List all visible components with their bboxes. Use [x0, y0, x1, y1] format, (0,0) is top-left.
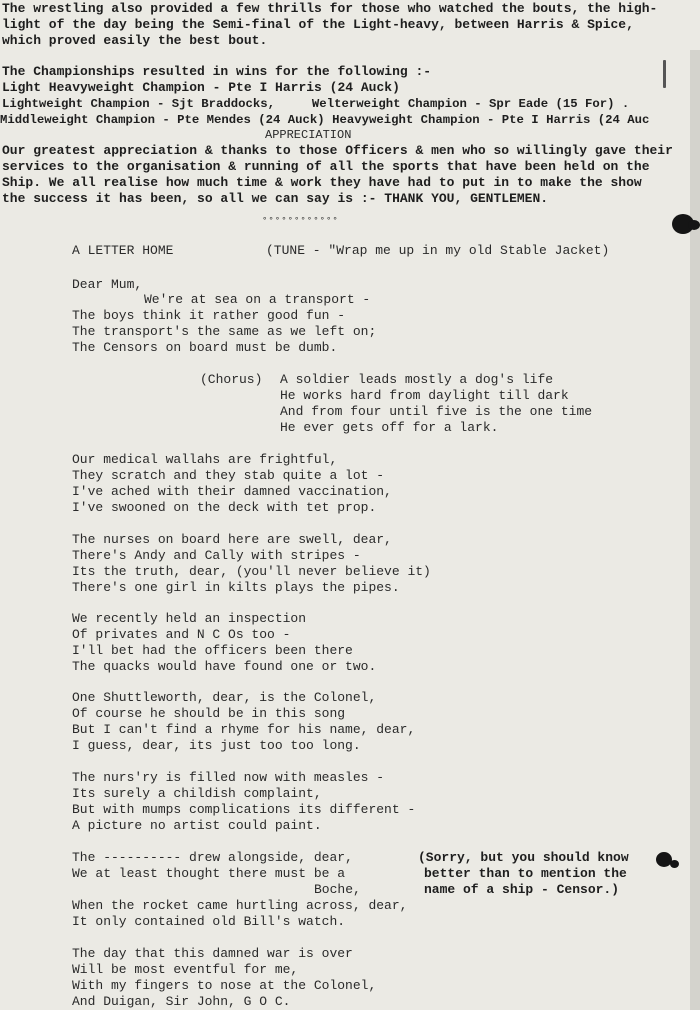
appreciation-line-2: services to the organisation & running of all the sports that have been held on the [2, 159, 650, 174]
verse-7-line-1: The ---------- drew alongside, dear, [72, 850, 353, 865]
censor-note-line-2: better than to mention the [424, 866, 627, 881]
page-edge-shadow [690, 50, 700, 1010]
verse-5-line-3: But I can't find a rhyme for his name, dear, [72, 722, 416, 737]
championships-line-1: Light Heavyweight Champion - Pte I Harris (24 Auck) [2, 80, 400, 95]
verse-8-line-3: With my fingers to nose at the Colonel, [72, 978, 377, 993]
ink-blot [670, 860, 679, 868]
verse-5-line-4: I guess, dear, its just too too long. [72, 738, 361, 753]
verse-3-line-1: The nurses on board here are swell, dear, [72, 532, 392, 547]
verse-1-line-2: The boys think it rather good fun - [72, 308, 346, 323]
verse-4-line-1: We recently held an inspection [72, 611, 307, 626]
verse-2-line-3: I've ached with their damned vaccination, [72, 484, 392, 499]
intro-line-2: light of the day being the Semi-final of the Light-heavy, between Harris & Spice, [2, 17, 634, 32]
verse-2-line-1: Our medical wallahs are frightful, [72, 452, 338, 467]
poem-title: A LETTER HOME [72, 243, 174, 258]
verse-7-line-4: When the rocket came hurtling across, dear, [72, 898, 408, 913]
censor-note-line-3: name of a ship - Censor.) [424, 882, 620, 897]
verse-7-line-3: Boche, [314, 882, 361, 897]
verse-8-line-4: And Duigan, Sir John, G O C. [72, 994, 291, 1009]
verse-4-line-4: The quacks would have found one or two. [72, 659, 377, 674]
ink-blot [688, 220, 700, 230]
verse-3-line-4: There's one girl in kilts plays the pipes. [72, 580, 400, 595]
appreciation-line-1: Our greatest appreciation & thanks to those Officers & men who so willingly gave their [2, 143, 673, 158]
verse-3-line-3: Its the truth, dear, (you'll never believe it) [72, 564, 431, 579]
scan-mark [663, 60, 666, 88]
verse-5-line-2: Of course he should be in this song [72, 706, 346, 721]
verse-4-line-3: I'll bet had the officers been there [72, 643, 353, 658]
verse-7-line-5: It only contained old Bill's watch. [72, 914, 346, 929]
verse-5-line-1: One Shuttleworth, dear, is the Colonel, [72, 690, 377, 705]
appreciation-heading: APPRECIATION [265, 128, 352, 142]
chorus-line-1: A soldier leads mostly a dog's life [280, 372, 554, 387]
poem-tune: (TUNE - "Wrap me up in my old Stable Jacket) [266, 243, 610, 258]
championships-line-3: Middleweight Champion - Pte Mendes (24 Auck) Heavyweight Champion - Pte I Harris (24 Auc [0, 113, 650, 127]
appreciation-line-3: Ship. We all realise how much time & work they have had to put in to make the show [2, 175, 642, 190]
verse-6-line-3: But with mumps complications its different - [72, 802, 416, 817]
appreciation-line-4: the success it has been, so all we can say is :- THANK YOU, GENTLEMEN. [2, 191, 549, 206]
verse-6-line-2: Its surely a childish complaint, [72, 786, 322, 801]
verse-6-line-1: The nurs'ry is filled now with measles - [72, 770, 385, 785]
intro-line-1: The wrestling also provided a few thrills for those who watched the bouts, the high- [2, 1, 658, 16]
verse-1-line-4: The Censors on board must be dumb. [72, 340, 338, 355]
verse-3-line-2: There's Andy and Cally with stripes - [72, 548, 361, 563]
verse-8-line-1: The day that this damned war is over [72, 946, 353, 961]
section-divider: °°°°°°°°°°°° [262, 216, 339, 226]
verse-8-line-2: Will be most eventful for me, [72, 962, 299, 977]
verse-1-line-1: We're at sea on a transport - [144, 292, 371, 307]
chorus-line-2: He works hard from daylight till dark [280, 388, 569, 403]
intro-line-3: which proved easily the best bout. [2, 33, 268, 48]
championships-heading: The Championships resulted in wins for the following :- [2, 64, 432, 79]
verse-1-line-3: The transport's the same as we left on; [72, 324, 377, 339]
censor-note-line-1: (Sorry, but you should know [418, 850, 629, 865]
verse-4-line-2: Of privates and N C Os too - [72, 627, 291, 642]
verse-2-line-2: They scratch and they stab quite a lot - [72, 468, 385, 483]
chorus-line-3: And from four until five is the one time [280, 404, 593, 419]
chorus-line-4: He ever gets off for a lark. [280, 420, 499, 435]
championships-line-2: Lightweight Champion - Sjt Braddocks, Welterweight Champion - Spr Eade (15 For) . [2, 97, 630, 111]
verse-2-line-4: I've swooned on the deck with tet prop. [72, 500, 377, 515]
poem-salutation: Dear Mum, [72, 277, 143, 292]
verse-6-line-4: A picture no artist could paint. [72, 818, 322, 833]
verse-7-line-2: We at least thought there must be a [72, 866, 346, 881]
chorus-label: (Chorus) [200, 372, 263, 387]
